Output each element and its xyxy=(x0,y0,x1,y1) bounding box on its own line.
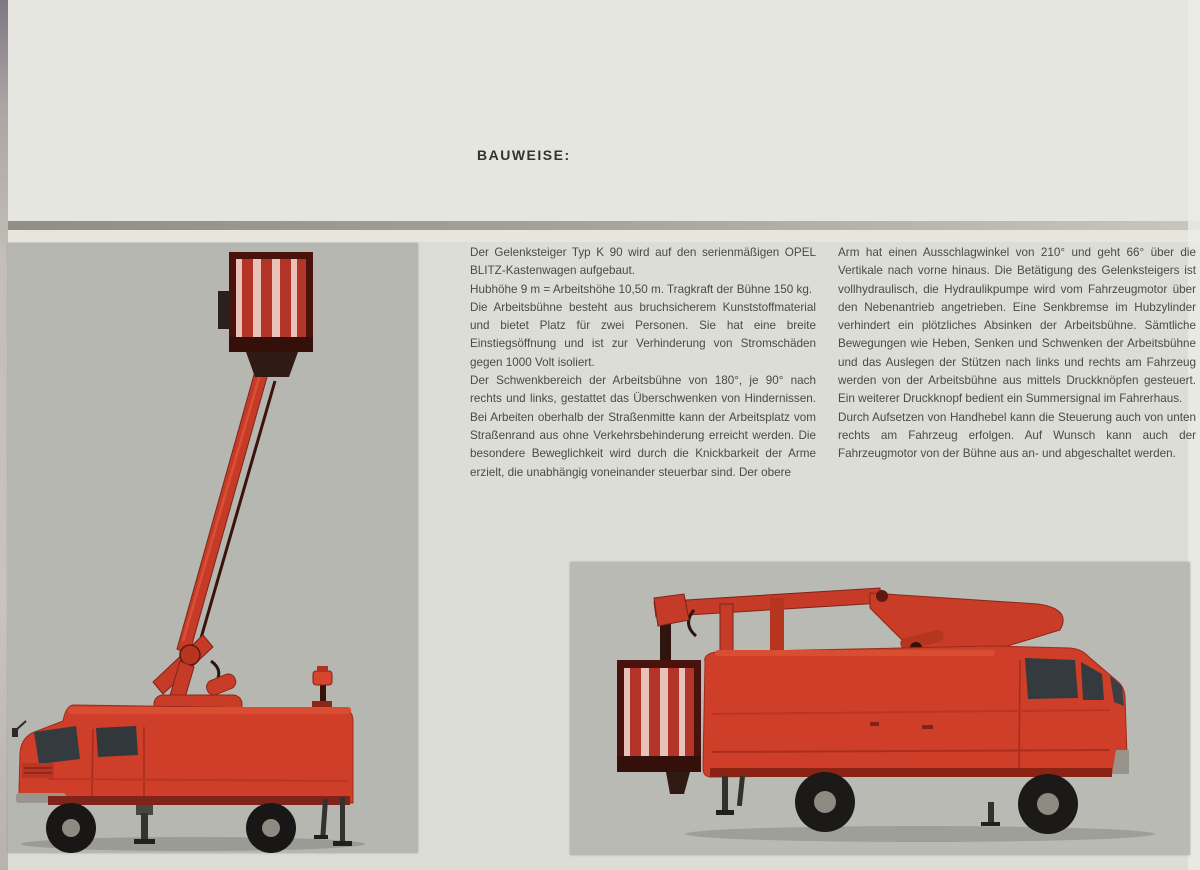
basket-bottom-band xyxy=(617,756,701,772)
roof-highlight xyxy=(68,707,351,714)
rocker-shadow xyxy=(48,796,350,805)
roof-beacon xyxy=(312,666,332,707)
figure-folded-boom-panel xyxy=(570,562,1190,855)
door-handle xyxy=(870,722,879,726)
hydraulic-rod xyxy=(199,381,275,645)
body-text-column-left xyxy=(470,244,816,482)
ground-shadow xyxy=(685,826,1155,842)
basket-bracket xyxy=(246,352,298,377)
horizontal-rule xyxy=(8,221,1200,230)
door-seam-front xyxy=(92,729,93,797)
work-basket xyxy=(218,252,313,377)
scan-edge-left xyxy=(0,0,8,870)
outrigger-jacks xyxy=(716,776,1000,826)
boom-support xyxy=(770,598,784,654)
wheels xyxy=(795,772,1078,834)
boom-highlight xyxy=(183,371,261,641)
aerial-platform-truck-folded-illustration xyxy=(570,562,1190,855)
roof-highlight xyxy=(715,650,995,656)
front-grille xyxy=(22,763,54,778)
door-handle xyxy=(922,725,933,729)
basket-hanger xyxy=(660,620,671,664)
cab-side-window xyxy=(1025,658,1078,699)
basket-bottom-band xyxy=(229,337,313,352)
hanger-arm xyxy=(654,594,689,626)
paragraph: Durch Aufsetzen von Handhebel kann die Steuerung auch von unten rechts am Fahrzeug erfolgen. Auf Wunsch kann auch der Fahrzeugmotor von der Bühne aus an- und abgeschaltet werden. xyxy=(838,410,1196,461)
paragraph: Der Gelenksteiger Typ K 90 wird auf den serienmäßigen OPEL BLITZ-Kastenwagen aufgebaut. xyxy=(470,246,816,278)
basket-bracket xyxy=(666,772,690,794)
boom-post xyxy=(720,604,733,656)
windshield xyxy=(34,726,80,764)
truck-body xyxy=(703,646,1129,777)
paragraph: Die Arbeitsbühne besteht aus bruchsicherem Kunststoffmaterial und bietet Platz für zwei Personen. Sie hat eine breite Einstiegsöffnung und ist zur Verhinderung von Stromschäden gegen 1000 Volt isoliert. xyxy=(470,300,816,369)
upper-boom-arm xyxy=(177,364,275,655)
page-title: BAUWEISE: xyxy=(477,147,571,163)
rule-gap xyxy=(8,230,1200,242)
boom-arm-horizontal xyxy=(654,588,882,617)
door-seam xyxy=(1019,660,1020,772)
figure-extended-boom-panel xyxy=(8,243,418,853)
paragraph: Arm hat einen Ausschlagwinkel von 210° und geht 66° über die Vertikale nach vorne hinaus. Die Betätigung des Gelenksteigers ist vollhydraulisch, die Hydraulikpumpe wird vom Fahrzeugmotor über den Nebenantrieb angetrieben. Eine Senkbremse im Hubzylinder verhindert ein plötzliches Absinken der Arbeitsbühne. Sämtliche Bewegungen wie Heben, Senken und Schwenken der Arbeitsbühne und das Auslegen der Stützen nach links und rechts am Fahrzeug werden von der Arbeitsbühne aus mittels Druckknöpfen gesteuert. Ein weiterer Druckknopf bedient ein Summersignal im Fahrerhaus. xyxy=(838,246,1196,406)
paragraph: Der Schwenkbereich der Arbeitsbühne von 180°, je 90° nach rechts und links, gestattet das Überschwenken von Hindernissen. Bei Arbeiten oberhalb der Straßenmitte kann der Arbeitsplatz vom Straßenrand aus ohne Verkehrsbehinderung erreicht werden. Die besondere Beweglichkeit wird durch die Knickbarkeit der Arme erzielt, die unabhängig voneinander steuerbar sind. Der obere xyxy=(470,374,816,479)
truck-body xyxy=(12,705,353,805)
body-text-column-right xyxy=(838,244,1196,464)
aerial-platform-truck-extended-illustration xyxy=(8,243,418,853)
paragraph: Hubhöhe 9 m = Arbeitshöhe 10,50 m. Tragkraft der Bühne 150 kg. xyxy=(470,282,813,296)
mirror-head xyxy=(12,728,18,737)
cab-side-window xyxy=(96,726,138,757)
paper-top-margin xyxy=(0,0,1200,222)
